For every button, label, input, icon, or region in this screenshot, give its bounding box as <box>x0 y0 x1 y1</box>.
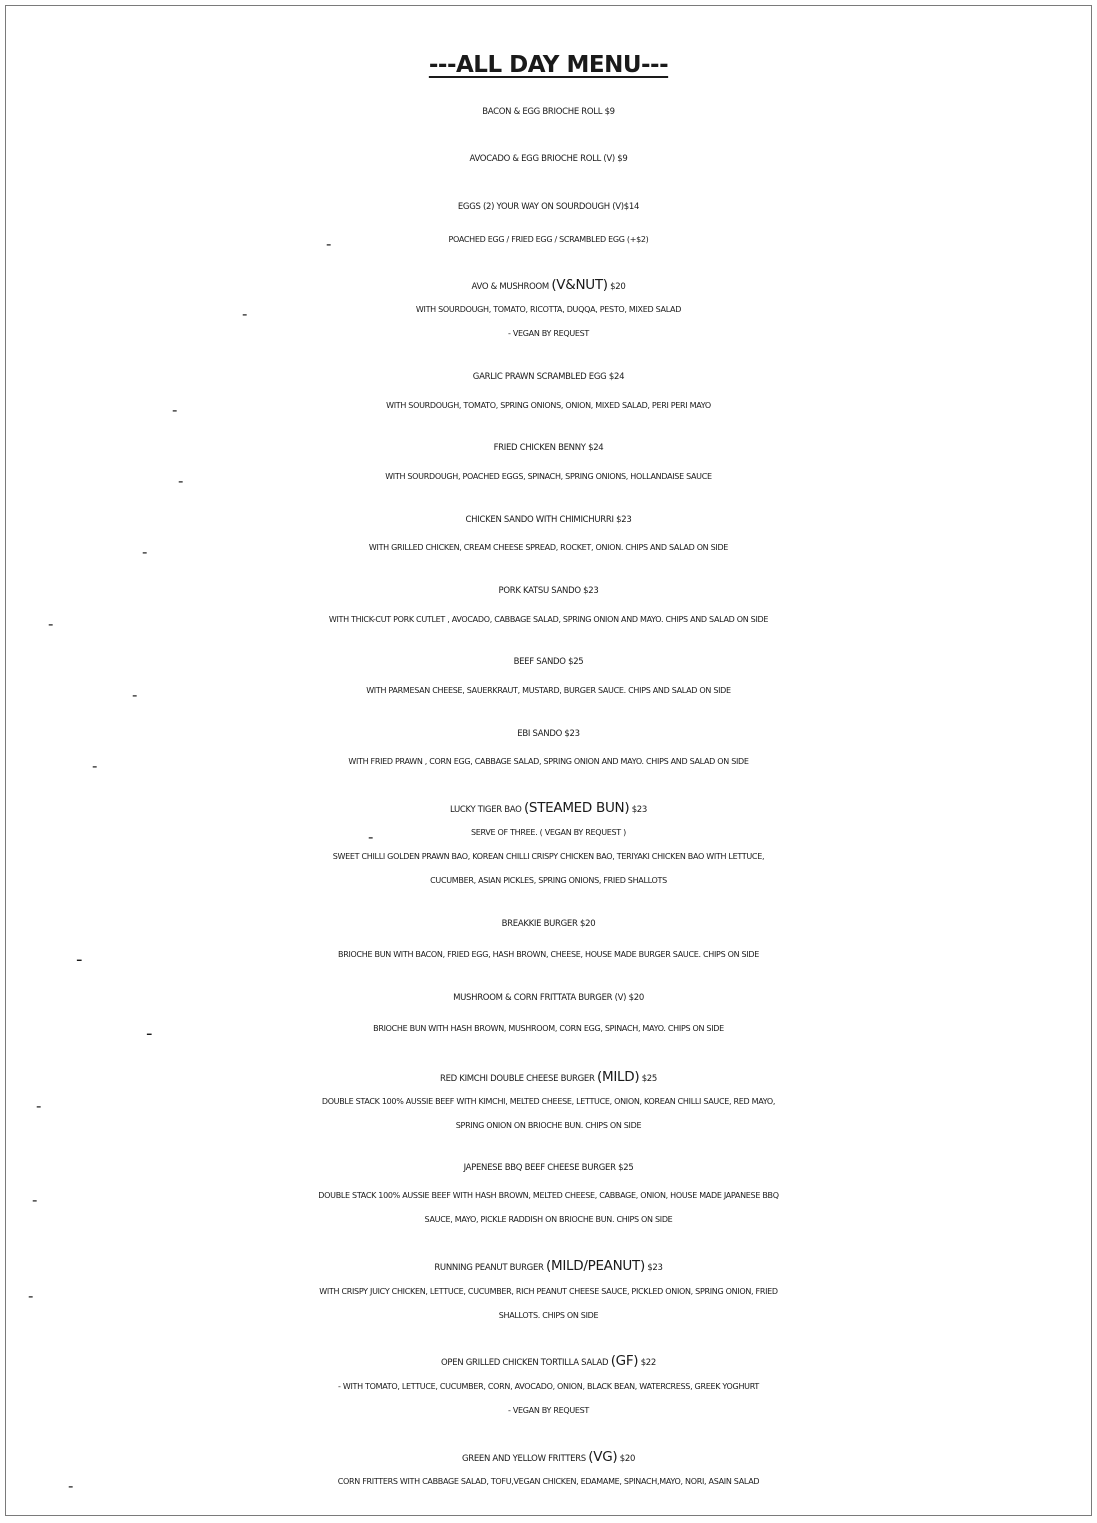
item-name <box>6 277 1091 293</box>
item-description: BRIOCHE BUN WITH HASH BROWN, MUSHROOM, CORN EGG, SPINACH, MAYO. CHIPS ON SIDE <box>373 1024 724 1033</box>
item-name: BACON & EGG BRIOCHE ROLL $9 <box>482 107 615 117</box>
item-description: - VEGAN BY REQUEST <box>507 329 590 338</box>
item-description: WITH PARMESAN CHEESE, SAUERKRAUT, MUSTARD, BURGER SAUCE. CHIPS AND SALAD ON SIDE <box>366 686 731 695</box>
item-name: PORK KATSU SANDO $23 <box>498 586 599 596</box>
bullet-dash: - <box>172 401 178 419</box>
item-tag: (MILD/PEANUT) <box>546 1258 645 1274</box>
item-tag: (GF) <box>610 1353 639 1369</box>
item-price: $23 <box>647 1263 663 1273</box>
bullet-dash: - <box>146 1023 153 1044</box>
item-name: FRIED CHICKEN BENNY $24 <box>493 443 604 453</box>
item-description: CORN FRITTERS WITH CABBAGE SALAD, TOFU,VEGAN CHICKEN, EDAMAME, SPINACH,MAYO, NORI, ASAIN SALAD <box>337 1477 760 1486</box>
bullet-dash: - <box>76 949 83 970</box>
item-description: - VEGAN BY REQUEST <box>507 1406 590 1415</box>
item-description: DOUBLE STACK 100% AUSSIE BEEF WITH KIMCHI, MELTED CHEESE, LETTUCE, ONION, KOREAN CHILLI SAUCE, RED MAYO, <box>321 1097 776 1106</box>
item-tag: (VG) <box>588 1449 618 1465</box>
item-name-text: GREEN AND YELLOW FRITTERS <box>461 1454 586 1464</box>
item-name-text: OPEN GRILLED CHICKEN TORTILLA SALAD <box>440 1358 609 1368</box>
item-price: $20 <box>619 1454 636 1464</box>
item-description: WITH GRILLED CHICKEN, CREAM CHEESE SPREAD, ROCKET, ONION. CHIPS AND SALAD ON SIDE <box>368 543 729 552</box>
item-description: CUCUMBER, ASIAN PICKLES, SPRING ONIONS, FRIED SHALLOTS <box>430 876 667 885</box>
item-name: CHICKEN SANDO WITH CHIMICHURRI $23 <box>465 515 632 525</box>
item-name <box>6 1353 1091 1369</box>
bullet-dash: - <box>326 235 332 253</box>
bullet-dash: - <box>242 305 248 323</box>
item-name-text: LUCKY TIGER BAO <box>449 805 522 815</box>
item-name: JAPENESE BBQ BEEF CHEESE BURGER $25 <box>463 1163 634 1173</box>
item-tag: (MILD) <box>597 1069 640 1085</box>
menu-page <box>5 5 1092 1516</box>
menu-title: ---ALL DAY MENU--- <box>428 52 669 78</box>
item-description: SERVE OF THREE. ( VEGAN BY REQUEST ) <box>471 828 626 837</box>
item-price: $25 <box>641 1074 658 1084</box>
bullet-dash: - <box>142 543 148 561</box>
item-name <box>6 1258 1091 1274</box>
bullet-dash: - <box>132 686 138 704</box>
bullet-dash: - <box>32 1191 38 1209</box>
item-description: WITH FRIED PRAWN , CORN EGG, CABBAGE SALAD, SPRING ONION AND MAYO. CHIPS AND SALAD ON SIDE <box>348 757 749 766</box>
item-name-text: RUNNING PEANUT BURGER <box>434 1263 544 1273</box>
item-name <box>6 1069 1091 1085</box>
bullet-dash: - <box>36 1097 42 1115</box>
item-price: $22 <box>640 1358 657 1368</box>
item-description: WITH CRISPY JUICY CHICKEN, LETTUCE, CUCUMBER, RICH PEANUT CHEESE SAUCE, PICKLED ONION, SPRING ONION, FRIED <box>319 1287 778 1296</box>
item-name-text: AVO & MUSHROOM <box>471 282 549 292</box>
item-price: $23 <box>631 805 648 815</box>
item-name: EBI SANDO $23 <box>517 729 580 739</box>
bullet-dash: - <box>48 615 54 633</box>
bullet-dash: - <box>28 1287 34 1305</box>
item-description: SHALLOTS. CHIPS ON SIDE <box>498 1311 599 1320</box>
item-description: SWEET CHILLI GOLDEN PRAWN BAO, KOREAN CHILLI CRISPY CHICKEN BAO, TERIYAKI CHICKEN BAO WITH LETTUCE, <box>332 852 765 861</box>
item-name <box>6 800 1091 816</box>
item-description: SPRING ONION ON BRIOCHE BUN. CHIPS ON SIDE <box>455 1121 642 1130</box>
bullet-dash: - <box>68 1477 74 1495</box>
item-name: BREAKKIE BURGER $20 <box>501 919 596 929</box>
item-description: BRIOCHE BUN WITH BACON, FRIED EGG, HASH BROWN, CHEESE, HOUSE MADE BURGER SAUCE. CHIPS ON SIDE <box>338 950 759 959</box>
item-description: - WITH TOMATO, LETTUCE, CUCUMBER, CORN, AVOCADO, ONION, BLACK BEAN, WATERCRESS, GREEK YOGHURT <box>338 1382 759 1391</box>
bullet-dash: - <box>368 828 374 846</box>
item-price: $20 <box>610 282 626 292</box>
item-description: DOUBLE STACK 100% AUSSIE BEEF WITH HASH BROWN, MELTED CHEESE, CABBAGE, ONION, HOUSE MADE JAPANESE BBQ <box>318 1191 779 1200</box>
bullet-dash: - <box>178 472 184 490</box>
item-description: WITH THICK-CUT PORK CUTLET , AVOCADO, CABBAGE SALAD, SPRING ONION AND MAYO. CHIPS AND SALAD ON SIDE <box>328 615 769 624</box>
bullet-dash: - <box>92 757 98 775</box>
item-name: GARLIC PRAWN SCRAMBLED EGG $24 <box>472 372 625 382</box>
item-tag: (V&NUT) <box>551 277 608 293</box>
item-name: AVOCADO & EGG BRIOCHE ROLL (V) $9 <box>469 154 628 164</box>
item-name-text: RED KIMCHI DOUBLE CHEESE BURGER <box>439 1074 595 1084</box>
item-name: EGGS (2) YOUR WAY ON SOURDOUGH (V)$14 <box>457 202 640 212</box>
item-description: WITH SOURDOUGH, TOMATO, SPRING ONIONS, ONION, MIXED SALAD, PERI PERI MAYO <box>386 401 711 410</box>
item-description: WITH SOURDOUGH, POACHED EGGS, SPINACH, SPRING ONIONS, HOLLANDAISE SAUCE <box>385 472 712 481</box>
item-tag: (STEAMED BUN) <box>523 800 630 816</box>
item-description: WITH SOURDOUGH, TOMATO, RICOTTA, DUQQA, PESTO, MIXED SALAD <box>415 305 682 314</box>
item-name <box>6 1449 1091 1465</box>
item-description: SAUCE, MAYO, PICKLE RADDISH ON BRIOCHE BUN. CHIPS ON SIDE <box>424 1215 673 1224</box>
item-name: BEEF SANDO $25 <box>513 657 584 667</box>
item-name: MUSHROOM & CORN FRITTATA BURGER (V) $20 <box>453 993 644 1003</box>
item-description: POACHED EGG / FRIED EGG / SCRAMBLED EGG (+$2) <box>448 235 649 244</box>
